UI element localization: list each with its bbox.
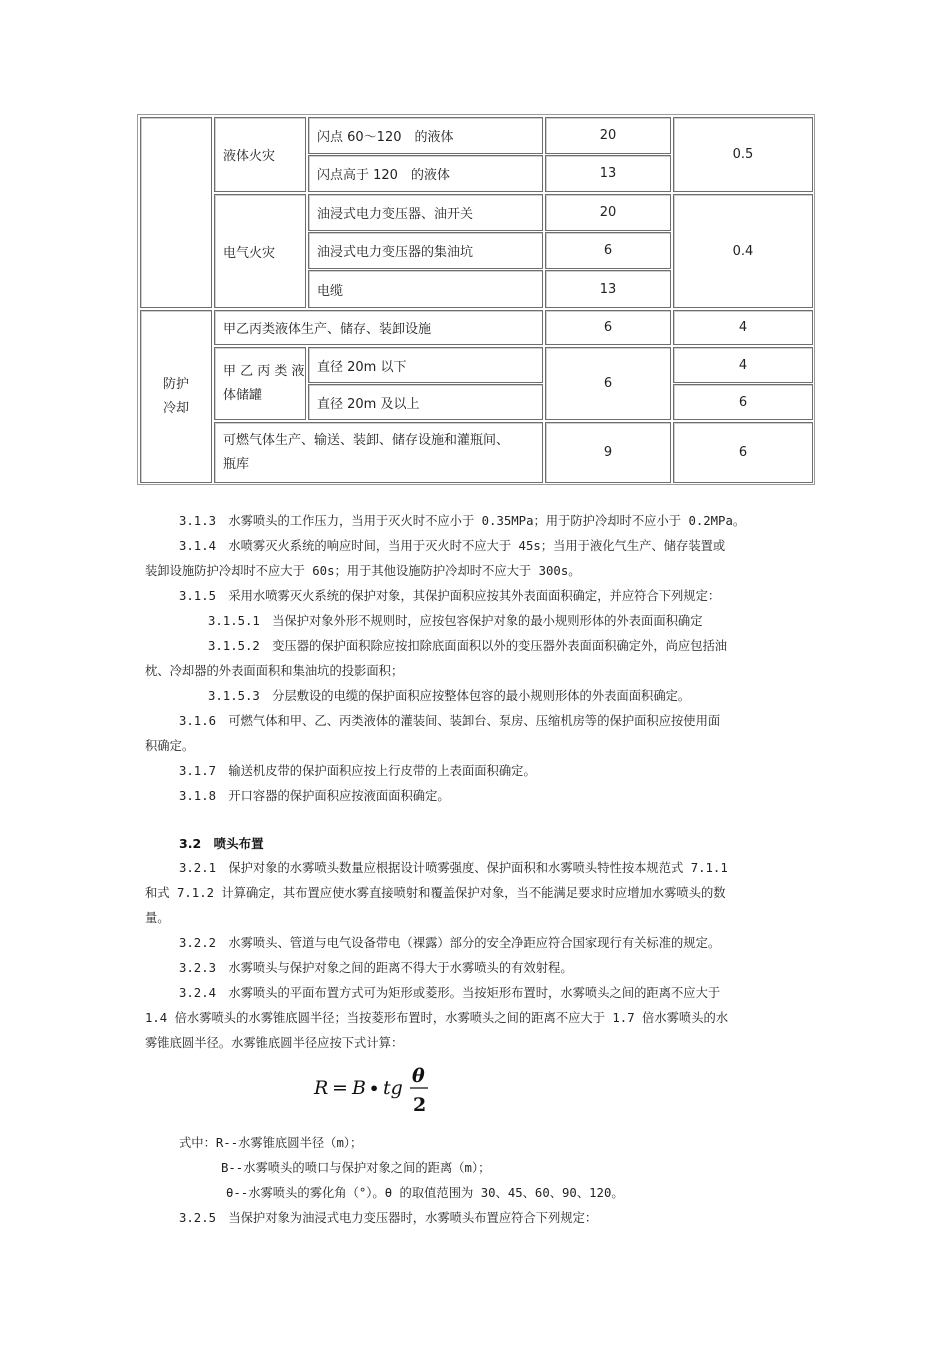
table-cell-item: 油浸式电力变压器的集油坑 [308,232,543,269]
table-cell-item: 闪点 60～120 的液体 [308,117,543,154]
table-cell-intensity: 13 [545,155,671,192]
table-cell-intensity: 9 [545,422,671,483]
clause-3-2-4-cont: 1.4 倍水雾喷头的水雾锥底圆半径；当按菱形布置时，水雾喷头之间的距离不应大于 1.7 倍水雾喷头的水 [145,1011,729,1025]
table-cell-intensity: 6 [545,310,671,345]
table-cell-intensity: 6 [545,232,671,269]
clause-3-1-5-2: 3.1.5.2 变压器的保护面积除应按扣除底面面积以外的变压器外表面面积确定外，尚应包括油 [208,639,728,653]
formula-r: R [314,1077,329,1099]
liquid-fire-category: 液体火灾 [214,117,306,192]
clause-3-1-4-cont: 装卸设施防护冷却时不应大于 60s；用于其他设施防护冷却时不应大于 300s。 [145,564,581,578]
table-cell-intensity: 13 [545,270,671,308]
table-cell-time: 0.5 [673,117,813,192]
clause-3-2-5: 3.2.5 当保护对象为油浸式电力变压器时，水雾喷头布置应符合下列规定： [179,1211,598,1225]
clause-3-1-5-1: 3.1.5.1 当保护对象外形不规则时，应按包容保护对象的最小规则形体的外表面面积确定 [208,614,703,628]
clause-3-1-6: 3.1.6 可燃气体和甲、乙、丙类液体的灌装间、装卸台、泵房、压缩机房等的保护面积应按使用面 [179,714,721,728]
table-col1-extinguish [140,117,212,308]
table-cell-intensity: 20 [545,194,671,231]
cone-radius-formula [312,1064,452,1124]
clause-3-1-7: 3.1.7 输送机皮带的保护面积应按上行皮带的上表面面积确定。 [179,764,536,778]
table-cell-time: 6 [673,422,813,483]
formula-b: B [352,1077,366,1099]
where-r: 式中：R--水雾锥底圆半径（m）； [179,1136,363,1150]
table-cell-time: 4 [673,347,813,383]
clause-3-1-5-2-cont: 枕、冷却器的外表面面积和集油坑的投影面积； [145,664,404,678]
table-cell-time: 0.4 [673,194,813,308]
table-cell-intensity: 20 [545,117,671,154]
clause-3-1-4: 3.1.4 水喷雾灭火系统的响应时间，当用于灭火时不应大于 45s；当用于液化气生产、储存装置或 [179,539,726,553]
electric-fire-category: 电气火灾 [214,194,306,308]
clause-3-2-2: 3.2.2 水雾喷头、管道与电气设备带电（裸露）部分的安全净距应符合国家现行有关标准的规定。 [179,936,721,950]
table-cell-intensity: 6 [545,347,671,420]
where-theta: θ--水雾喷头的雾化角（°）。θ 的取值范围为 30、45、60、90、120。 [226,1186,624,1200]
clause-3-1-3: 3.1.3 水雾喷头的工作压力，当用于灭火时不应小于 0.35MPa；用于防护冷却时不应小于 0.2MPa。 [179,514,746,528]
formula-two: 2 [413,1094,427,1116]
table-cell-item: 油浸式电力变压器、油开关 [308,194,543,231]
clause-3-1-8: 3.1.8 开口容器的保护面积应按液面面积确定。 [179,789,450,803]
table-cell-item: 电缆 [308,270,543,308]
formula-tg: tg [383,1077,403,1099]
clause-3-1-5-3: 3.1.5.3 分层敷设的电缆的保护面积应按整体包容的最小规则形体的外表面面积确定。 [208,689,691,703]
clause-3-2-1-cont2: 量。 [145,911,170,925]
formula-dot: • [369,1079,380,1098]
table-cell-item: 闪点高于 120 的液体 [308,155,543,192]
table-cell-time: 4 [673,310,813,345]
cooling-category: 防护 冷却 [140,310,212,483]
table-cell-item: 直径 20m 以下 [308,347,543,383]
table-cell-item: 直径 20m 及以上 [308,384,543,420]
section-heading-3-2: 3.2 喷头布置 [179,836,264,851]
clause-3-2-1: 3.2.1 保护对象的水雾喷头数量应根据设计喷雾强度、保护面积和水雾喷头特性按本规范式 7.1.1 [179,861,728,875]
table-cell-item: 可燃气体生产、输送、装卸、储存设施和灌瓶间、 瓶库 [214,422,543,483]
clause-3-2-4: 3.2.4 水雾喷头的平面布置方式可为矩形或菱形。当按矩形布置时，水雾喷头之间的距离不应大于 [179,986,721,1000]
clause-3-1-5: 3.1.5 采用水喷雾灭火系统的保护对象，其保护面积应按其外表面面积确定，并应符合下列规定： [179,589,721,603]
clause-3-2-4-cont2: 雾锥底圆半径。水雾锥底圆半径应按下式计算： [145,1036,404,1050]
clause-3-2-3: 3.2.3 水雾喷头与保护对象之间的距离不得大于水雾喷头的有效射程。 [179,961,573,975]
table-cell-item: 甲乙丙类液体生产、储存、装卸设施 [214,310,543,345]
formula-equals: = [332,1077,348,1099]
table-cell-time: 6 [673,384,813,420]
tank-category: 甲 乙 丙 类 液 体储罐 [214,347,306,420]
spray-intensity-table [137,114,815,485]
clause-3-2-1-cont: 和式 7.1.2 计算确定，其布置应使水雾直接喷射和覆盖保护对象，当不能满足要求时应增加水雾喷头的数 [145,886,726,900]
formula-theta: θ [412,1065,425,1087]
clause-3-1-6-cont: 积确定。 [145,739,195,753]
where-b: B--水雾喷头的喷口与保护对象之间的距离（m）； [221,1161,491,1175]
